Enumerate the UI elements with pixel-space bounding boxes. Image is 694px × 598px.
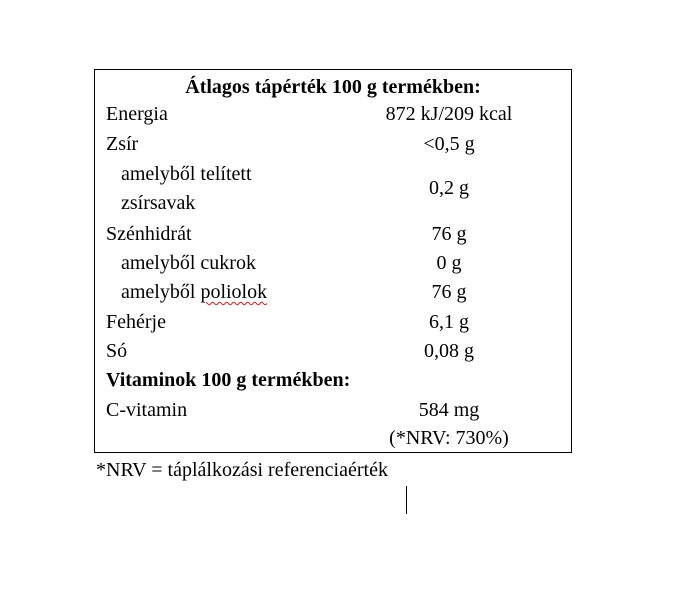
row-label: C-vitamin (106, 399, 188, 421)
row-value: 6,1 g (429, 311, 469, 333)
text-cursor (406, 486, 407, 514)
row-value: 584 mg (418, 399, 480, 421)
row-value: 76 g (431, 281, 467, 303)
table-row-cukrok (95, 249, 571, 278)
table-row-feherje (95, 308, 571, 337)
row-label: Energia (106, 103, 168, 125)
nutrition-table (94, 69, 572, 453)
row-value: <0,5 g (423, 133, 475, 155)
row-value: 0,08 g (424, 340, 474, 362)
row-value: 872 kJ/209 kcal (385, 103, 513, 125)
row-label-line1: amelyből telített (121, 163, 252, 185)
table-title: Átlagos tápérték 100 g termékben: (185, 76, 481, 98)
footnote: *NRV = táplálkozási referenciaérték (96, 459, 388, 481)
nrv-value: (*NRV: 730%) (389, 427, 509, 449)
vitamin-heading-row (95, 366, 571, 395)
table-row-szenhidrat (95, 220, 571, 249)
table-row-c-vitamin (95, 396, 571, 425)
vitamin-heading: Vitaminok 100 g termékben: (106, 369, 351, 391)
row-label: Zsír (106, 133, 139, 155)
row-label (121, 278, 267, 307)
row-label: Szénhidrát (106, 223, 192, 245)
table-row-poliolok (95, 278, 571, 307)
table-row-energia (95, 100, 571, 129)
row-label: Fehérje (106, 311, 166, 333)
row-value: 76 g (431, 223, 467, 245)
row-label: Só (106, 340, 128, 362)
row-label-prefix: amelyből (121, 281, 201, 303)
row-value: 0,2 g (429, 177, 469, 199)
row-label: amelyből cukrok (121, 252, 256, 274)
spellcheck-flagged-word[interactable]: poliolok (200, 281, 268, 303)
row-label-line2: zsírsavak (121, 192, 196, 214)
table-row-so (95, 337, 571, 366)
table-row-telitett (95, 160, 571, 218)
table-row-zsir (95, 130, 571, 159)
row-value: 0 g (436, 252, 462, 274)
table-row-nrv (95, 424, 571, 453)
